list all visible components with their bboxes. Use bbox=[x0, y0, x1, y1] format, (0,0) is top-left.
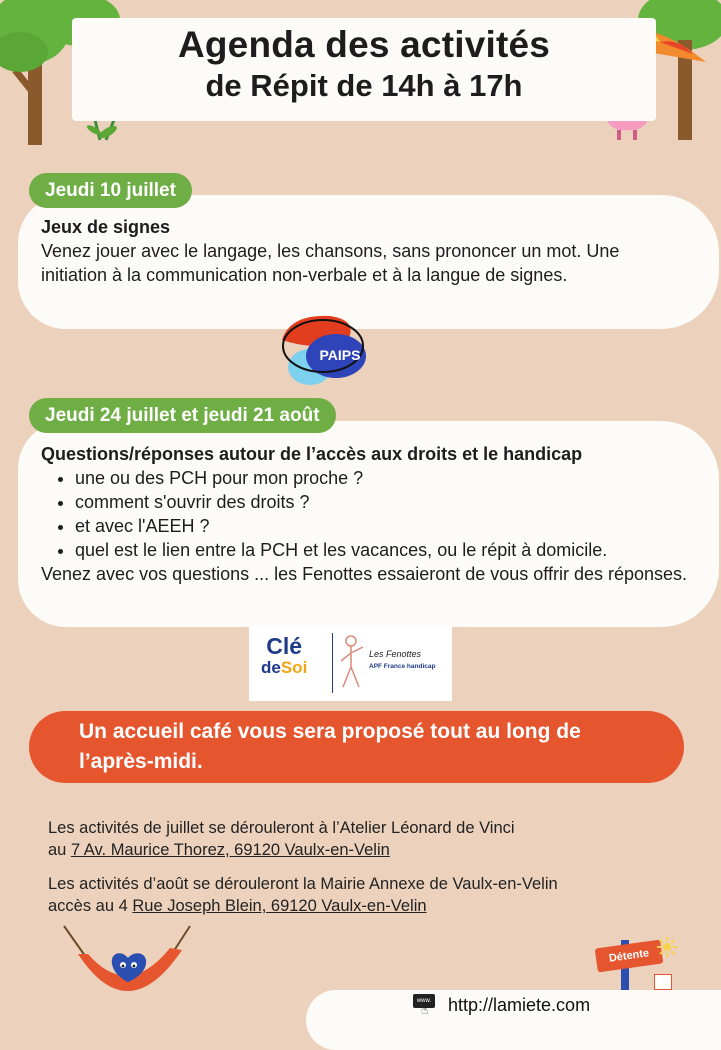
logo-divider bbox=[332, 633, 333, 693]
detente-sign: Détente bbox=[595, 940, 664, 973]
page-title: Agenda des activités bbox=[177, 24, 551, 65]
location-info bbox=[48, 817, 688, 917]
event-2-bullet-list bbox=[41, 466, 701, 562]
event-1-heading: Jeux de signes bbox=[41, 217, 171, 237]
coffee-banner-text: Un accueil café vous sera proposé tout au long de l’après-midi. bbox=[79, 720, 581, 773]
cle-de-soi-sub bbox=[261, 657, 307, 679]
july-address-link[interactable]: 7 Av. Maurice Thorez, 69120 Vaulx-en-Velin bbox=[70, 841, 390, 859]
event-1-card bbox=[18, 195, 719, 329]
partner-logos bbox=[249, 627, 452, 701]
event-2-bullet: • comment s'ouvrir des droits ? bbox=[75, 490, 701, 514]
event-1-body: Venez jouer avec le langage, les chansons, sans prononcer un mot. Une initiation à la communication non-verbale et à la langue de signes. bbox=[41, 241, 620, 285]
event-1-date-badge: Jeudi 10 juillet bbox=[29, 173, 192, 208]
fenottes-figure-icon bbox=[337, 633, 367, 693]
august-address-prefix: accès au 4 bbox=[48, 897, 133, 915]
pointer-icon: ☝ bbox=[421, 1003, 429, 1017]
page-subtitle: de Répit de 14h à 17h bbox=[205, 68, 523, 103]
title-box bbox=[72, 18, 656, 121]
hammock-illustration bbox=[58, 920, 198, 1010]
cle-de-soi-word-soi: Soi bbox=[280, 658, 308, 677]
fenottes-logo-sub: APF France handicap bbox=[369, 663, 436, 670]
july-location-line: Les activités de juillet se dérouleront à l’Atelier Léonard de Vinci bbox=[48, 819, 515, 837]
cle-de-soi-word-de: de bbox=[261, 658, 281, 677]
august-address-link[interactable]: Rue Joseph Blein, 69120 Vaulx-en-Velin bbox=[132, 897, 427, 915]
event-2-bullet: • et avec l'AEEH ? bbox=[75, 514, 701, 538]
july-address-line bbox=[48, 839, 688, 861]
paips-logo bbox=[278, 312, 372, 388]
august-address-line bbox=[48, 895, 688, 917]
august-location-line: Les activités d’août se dérouleront la Mairie Annexe de Vaulx-en-Velin bbox=[48, 875, 558, 893]
event-2-card bbox=[18, 421, 719, 627]
paips-logo-text: PAIPS bbox=[319, 347, 361, 363]
coffee-banner bbox=[29, 711, 684, 783]
event-2-closing: Venez avec vos questions ... les Fenottes essaieront de vous offrir des réponses. bbox=[41, 564, 688, 584]
sun-icon bbox=[656, 936, 678, 958]
cle-de-soi-logo: Clé bbox=[266, 633, 303, 659]
event-2-bullet: • quel est le lien entre la PCH et les vacances, ou le répit à domicile. bbox=[75, 538, 701, 562]
july-address-prefix: au bbox=[48, 841, 71, 859]
event-2-date-badge: Jeudi 24 juillet et jeudi 21 août bbox=[29, 398, 336, 433]
event-2-bullet: • une ou des PCH pour mon proche ? bbox=[75, 466, 701, 490]
footer-bar bbox=[306, 990, 721, 1050]
small-sign-plate bbox=[654, 974, 672, 990]
fenottes-logo-text: Les Fenottes bbox=[369, 649, 422, 659]
www-icon: www. bbox=[413, 994, 435, 1008]
event-2-heading: Questions/réponses autour de l’accès aux droits et le handicap bbox=[41, 444, 583, 464]
website-link[interactable]: http://lamiete.com bbox=[448, 995, 591, 1015]
